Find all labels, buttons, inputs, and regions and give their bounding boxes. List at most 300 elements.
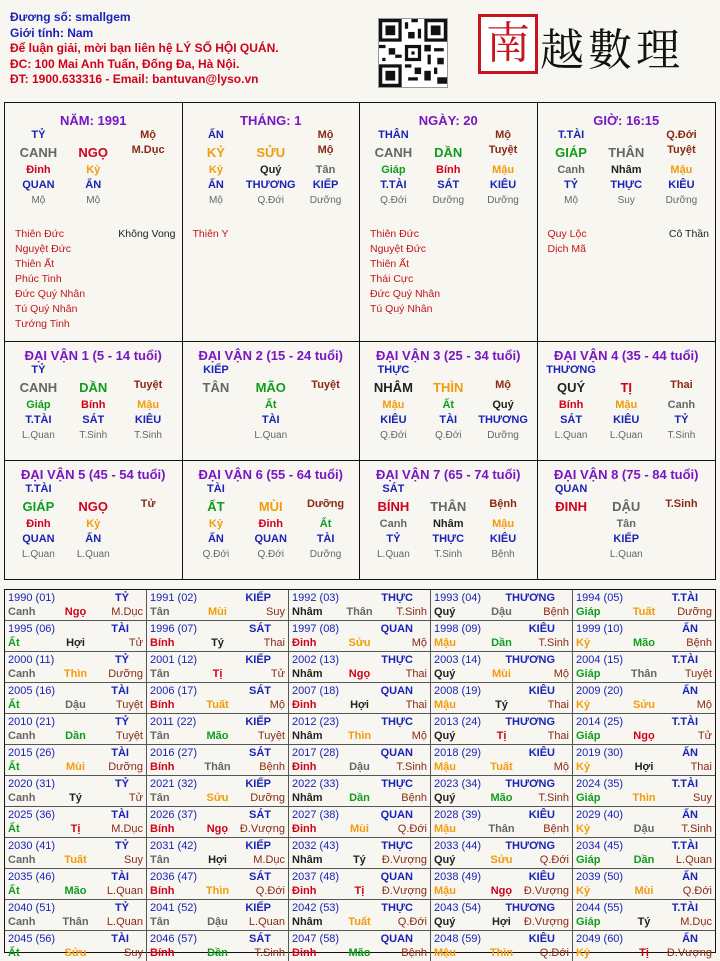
year-chi: Tý	[211, 637, 224, 649]
year-stage: Mộ	[553, 668, 569, 680]
year-cell-top	[576, 746, 712, 760]
year-cell	[431, 900, 573, 931]
year-chi: Thìn	[63, 668, 88, 680]
year-can: Bính	[150, 699, 175, 711]
year-label: 2019 (30)	[576, 747, 624, 759]
year-label: 2022 (33)	[292, 778, 340, 790]
dai-van-chi: THÂN	[430, 499, 467, 514]
year-stage: Q.Đới	[397, 916, 427, 928]
dai-van-hidden-row	[366, 398, 531, 413]
year-label: 2042 (53)	[292, 902, 340, 914]
year-cell	[5, 838, 147, 869]
year-cell-top	[8, 932, 143, 946]
pillar-god-row-cell	[243, 128, 298, 143]
dai-van-hidden-row	[11, 398, 176, 413]
year-cell	[573, 838, 715, 869]
dai-van-hidden-row-cell: Nhâm	[432, 518, 464, 530]
header-info	[10, 10, 350, 88]
year-can: Ất	[8, 885, 20, 897]
dai-van-god: TÀI	[207, 483, 225, 495]
dai-van-hidden-god-row-cell: QUAN	[254, 533, 287, 545]
year-cell-top	[434, 715, 569, 729]
year-cell	[147, 590, 289, 621]
dai-van-hidden-god-row	[544, 413, 710, 428]
dai-van-hidden-god-row-cell: TÀI	[316, 533, 335, 545]
pillar-0	[5, 103, 183, 341]
pillar-stage-row-cell: Dưỡng	[432, 195, 465, 206]
dai-van-hidden-god-row-cell	[298, 413, 353, 428]
year-cell-bottom	[576, 698, 712, 712]
pillar-hidden-god-row-cell: THỰC	[610, 179, 643, 191]
year-cell	[289, 807, 431, 838]
year-cell-top	[292, 901, 427, 915]
star-item: Quy Lộc	[547, 228, 587, 240]
year-can: Giáp	[576, 792, 601, 804]
pillar-hidden-god-row-cell	[121, 178, 176, 193]
year-god: KIẾP	[245, 592, 271, 604]
year-chi: Hợi	[350, 699, 369, 711]
pillar-main-cell: CANH	[19, 145, 58, 160]
year-stage: Thai	[405, 668, 427, 680]
dai-van-stage-row-cell: Q.Đới	[202, 549, 230, 560]
dai-van-hidden-god-row-cell: THỰC	[432, 533, 465, 545]
dai-van-stage-row-cell: L.Quan	[22, 549, 55, 560]
year-chi: Tuất	[348, 916, 371, 928]
year-label: 2043 (54)	[434, 902, 482, 914]
year-can: Giáp	[576, 668, 601, 680]
dai-van-hidden-god-row	[189, 413, 354, 428]
dai-van-5	[5, 461, 183, 579]
dai-van-god: QUAN	[554, 483, 588, 495]
dai-van-hidden-god-row-cell: TỶ	[674, 414, 689, 426]
year-can: Quý	[434, 606, 456, 618]
year-cell	[573, 900, 715, 931]
year-god: KIÊU	[528, 747, 555, 759]
year-can: Tân	[150, 916, 170, 928]
year-stage: Bệnh	[401, 947, 427, 959]
year-stage: Thai	[547, 699, 569, 711]
dai-van-hidden-row-cell: Bính	[558, 399, 584, 411]
year-chi: Dần	[633, 854, 655, 866]
empty-cell	[298, 363, 353, 378]
stars-list-a	[370, 227, 440, 317]
year-chi: Dậu	[207, 916, 228, 928]
year-cell	[431, 745, 573, 776]
year-label: 2023 (34)	[434, 778, 482, 790]
year-cell-top	[576, 622, 712, 636]
pillar-stage-row	[544, 193, 710, 208]
dai-van-hidden-row-cell: Mậu	[492, 518, 515, 530]
year-cell-bottom	[150, 729, 285, 743]
year-label: 1995 (06)	[8, 623, 56, 635]
dai-van-god-row	[11, 363, 176, 378]
dai-van-stage-row-cell: L.Quan	[76, 549, 110, 560]
year-label: 2029 (40)	[576, 809, 624, 821]
year-stage: L.Quan	[106, 916, 143, 928]
year-can: Ất	[8, 637, 20, 649]
year-cell-top	[8, 746, 143, 760]
dai-van-hidden-god-row	[544, 532, 710, 547]
year-stage: Dưỡng	[677, 606, 712, 618]
dai-van-stage-row	[11, 428, 176, 443]
dai-van-stage-row-cell	[654, 547, 709, 562]
dai-van-can: GIÁP	[22, 499, 55, 514]
empty-cell	[121, 482, 176, 497]
year-chi: Dậu	[349, 761, 370, 773]
year-can: Quý	[434, 668, 456, 680]
gender-value: Nam	[67, 25, 94, 40]
empty-cell	[599, 482, 654, 497]
year-cell	[573, 745, 715, 776]
dai-van-hidden-row-cell: Ất	[319, 518, 332, 530]
year-can: Canh	[8, 854, 36, 866]
dai-van-hidden-row-cell: Mậu	[382, 399, 405, 411]
year-god: T.TÀI	[671, 902, 698, 914]
dai-van-god: THỰC	[377, 364, 410, 376]
year-cell-bottom	[576, 822, 712, 836]
year-god: THỰC	[381, 654, 413, 666]
year-cell	[289, 776, 431, 807]
year-cell-bottom	[434, 636, 569, 650]
year-chi: Ngọ	[206, 823, 229, 835]
year-stage: Suy	[124, 854, 143, 866]
dai-van-row-2	[4, 461, 716, 580]
year-cell-top	[434, 777, 569, 791]
dai-van-hidden-row-cell: Đinh	[26, 518, 51, 530]
year-can: Quý	[434, 792, 456, 804]
year-stage: L.Quan	[248, 916, 285, 928]
pillar-hidden-god-row-cell: THƯƠNG	[245, 179, 296, 191]
year-cell-top	[434, 870, 569, 884]
year-can: Bính	[150, 761, 175, 773]
year-can: Bính	[150, 947, 175, 959]
year-chi: Dần	[65, 730, 86, 742]
pillar-hidden-row-cell: Đinh	[26, 164, 51, 176]
year-stage: Tuyệt	[115, 699, 143, 711]
star-item: Thiên Y	[192, 228, 229, 240]
year-god: TỶ	[114, 902, 129, 914]
pillar-main-cell: THÂN	[608, 145, 645, 160]
year-cell-bottom	[434, 729, 569, 743]
dai-van-hidden-god-row-cell: T.TÀI	[25, 414, 52, 426]
year-cell	[147, 931, 289, 961]
year-god: THƯƠNG	[505, 716, 555, 728]
phone-email-line: ĐT: 1900.633316 - Email: bantuvan@lyso.vn	[10, 72, 259, 86]
year-chi: Tuất	[206, 699, 229, 711]
dai-van-hidden-god-row-cell: QUAN	[22, 533, 55, 545]
dai-van-hidden-row-cell: Mậu	[615, 399, 638, 411]
year-can: Ất	[8, 761, 20, 773]
dai-van-stage-row-cell: T.Sinh	[134, 430, 162, 441]
year-can: Mậu	[434, 823, 456, 835]
year-can: Quý	[434, 916, 456, 928]
year-cell-bottom	[8, 605, 143, 619]
year-can: Tân	[150, 792, 170, 804]
pillar-stage-row	[11, 193, 176, 208]
dai-van-can: ĐINH	[555, 499, 587, 514]
address-line: ĐC: 100 Mai Anh Tuấn, Đống Đa, Hà Nội.	[10, 56, 240, 71]
dai-van-hidden-god-row-cell: ẤN	[207, 533, 224, 545]
year-label: 2013 (24)	[434, 716, 482, 728]
dai-van-hidden-god-row-cell	[544, 532, 599, 547]
year-god: THỰC	[381, 592, 413, 604]
year-stage: Tuyệt	[257, 730, 285, 742]
dai-van-can: BÍNH	[377, 499, 410, 514]
year-label: 2020 (31)	[8, 778, 56, 790]
pillar-hidden-row-cell: Kỷ	[86, 164, 101, 176]
dai-van-stage: T.Sinh	[665, 498, 698, 510]
pillar-main-cell: Tuyệt	[667, 144, 696, 156]
owner-value: smallgem	[75, 10, 131, 24]
year-chi: Sửu	[490, 854, 513, 866]
year-label: 1993 (04)	[434, 592, 482, 604]
year-stage: Bệnh	[686, 637, 712, 649]
pillar-hidden-row-cell: Giáp	[381, 164, 406, 176]
year-god: KIÊU	[528, 871, 555, 883]
year-cell	[5, 745, 147, 776]
pillar-stage-row-cell: Mộ	[31, 195, 46, 206]
year-cell	[573, 931, 715, 961]
dai-van-stage-row-cell: L.Quan	[254, 430, 288, 441]
year-label: 2014 (25)	[576, 716, 624, 728]
year-can: Canh	[8, 730, 36, 742]
pillar-hidden-row-cell: Bính	[436, 164, 461, 176]
pillar-stage-row-cell: Suy	[617, 195, 635, 206]
dai-van-hidden-row-cell: Ất	[264, 399, 277, 411]
dai-van-hidden-row-cell	[121, 517, 176, 532]
pillar-stage-row-cell: Q.Đới	[380, 195, 407, 206]
year-can: Đinh	[292, 823, 317, 835]
year-stage: Thai	[690, 761, 712, 773]
year-cell	[147, 745, 289, 776]
dai-van-hidden-row-cell: Quý	[492, 399, 514, 411]
stars-list-b	[118, 227, 175, 332]
dai-van-hidden-row-cell: Canh	[667, 399, 696, 411]
year-chi: Tý	[637, 916, 651, 928]
year-cell-bottom	[150, 884, 285, 898]
year-stage: Suy	[693, 792, 712, 804]
year-cell	[573, 807, 715, 838]
dai-van-stage-row	[366, 428, 531, 443]
dai-van-hidden-god-row	[189, 532, 354, 547]
pillar-main-cell: CANH	[374, 145, 413, 160]
pillar-main-cell: Tuyệt	[488, 144, 518, 156]
year-can: Giáp	[576, 854, 601, 866]
year-god: THƯƠNG	[505, 840, 555, 852]
dai-van-hidden-row	[11, 517, 176, 532]
year-cell	[289, 900, 431, 931]
year-cell-bottom	[292, 636, 427, 650]
year-label: 2035 (46)	[8, 871, 56, 883]
dai-van-stage-row-cell	[189, 428, 244, 443]
year-cell-bottom	[150, 667, 285, 681]
year-cell	[431, 590, 573, 621]
year-label: 2032 (43)	[292, 840, 340, 852]
year-can: Kỷ	[576, 823, 591, 835]
year-chi: Dậu	[633, 823, 655, 835]
dai-van-main-row	[544, 497, 710, 517]
year-can: Kỷ	[576, 699, 591, 711]
year-cell-bottom	[576, 729, 712, 743]
pillar-stage-row-cell: Q.Đới	[257, 195, 285, 206]
year-cell-top	[8, 591, 143, 605]
pillar-stage-row-cell: Dưỡng	[309, 195, 342, 206]
year-stage: Q.Đới	[397, 823, 427, 835]
year-label: 1992 (03)	[292, 592, 340, 604]
dai-van-hidden-row-cell	[189, 398, 244, 413]
year-cell-top	[434, 901, 569, 915]
pillar-main-row	[189, 143, 354, 163]
year-stage: Đ.Vượng	[523, 916, 569, 928]
year-cell-bottom	[292, 698, 427, 712]
year-can: Giáp	[576, 606, 601, 618]
star-item: Nguyệt Đức	[15, 243, 72, 255]
dai-van-god-row	[544, 363, 710, 378]
year-cell-bottom	[576, 853, 712, 867]
year-stage: T.Sinh	[396, 606, 427, 618]
dai-van-god-row	[366, 482, 531, 497]
pillar-hidden-god-row-cell: ẤN	[85, 179, 102, 191]
year-chi: Ngọ	[633, 730, 655, 742]
year-label: 2045 (56)	[8, 933, 56, 945]
star-item: Đức Quý Nhân	[15, 288, 86, 300]
year-cell-top	[150, 684, 285, 698]
year-cell	[5, 652, 147, 683]
year-cell-top	[150, 808, 285, 822]
star-item: Thiên Ất	[15, 258, 55, 270]
year-label: 2040 (51)	[8, 902, 56, 914]
dai-van-god-row	[366, 363, 531, 378]
year-cell-bottom	[292, 884, 427, 898]
stars-list-a	[193, 227, 229, 242]
dai-van-chi: MÃO	[255, 380, 286, 395]
year-label: 2004 (15)	[576, 654, 624, 666]
year-chi: Mùi	[492, 668, 511, 680]
dai-van-main-row	[189, 378, 354, 398]
year-cell-top	[292, 715, 427, 729]
year-chi: Mão	[632, 637, 655, 649]
year-can: Kỷ	[576, 761, 591, 773]
year-god: KIÊU	[528, 809, 555, 821]
year-cell-top	[8, 870, 143, 884]
pillar-god-row	[189, 128, 354, 143]
year-cell-top	[576, 901, 712, 915]
year-god: ẤN	[682, 871, 698, 883]
pillar-god-row-cell: THÂN	[378, 129, 409, 141]
dai-van-stage-row	[189, 428, 354, 443]
year-label: 2026 (37)	[150, 809, 198, 821]
year-god: TỶ	[114, 716, 129, 728]
year-chi: Sửu	[64, 947, 87, 959]
pillar-god-row-cell: Mộ	[317, 129, 334, 141]
year-cell-bottom	[292, 760, 427, 774]
year-cell-top	[292, 777, 427, 791]
year-cell	[5, 590, 147, 621]
dai-van-god: SÁT	[382, 483, 405, 495]
dai-van-title: ĐẠI VẬN 2 (15 - 24 tuổi)	[198, 348, 343, 363]
dai-van-hidden-god-row-cell: KIÊU	[380, 414, 407, 426]
year-cell-top	[8, 653, 143, 667]
dai-van-stage-row-cell	[121, 547, 176, 562]
dai-van-stage-row	[544, 428, 710, 443]
pillar-hidden-god-row-cell: T.TÀI	[380, 179, 407, 191]
pillar-hidden-god-row	[189, 178, 354, 193]
pillar-hidden-row	[366, 163, 531, 178]
year-can: Bính	[150, 637, 175, 649]
dai-van-chi: THÌN	[433, 380, 464, 395]
year-cell-bottom	[292, 729, 427, 743]
pillar-god-row-cell	[66, 128, 121, 143]
dai-van-can: ẤT	[207, 499, 225, 514]
pillar-main-row	[11, 143, 176, 163]
year-cell	[147, 869, 289, 900]
pillar-hidden-god-row-cell: KIẾP	[312, 179, 339, 191]
year-cell	[431, 931, 573, 961]
year-stage: Đ.Vượng	[523, 885, 569, 897]
year-stage: Đ.Vượng	[381, 854, 427, 866]
year-cell-bottom	[434, 698, 569, 712]
year-cell-top	[292, 746, 427, 760]
pillar-hidden-row-cell: Mậu	[670, 164, 693, 176]
year-god: SÁT	[249, 871, 271, 883]
pillar-god-row	[544, 128, 710, 143]
dai-van-can: TÂN	[202, 380, 230, 395]
dai-van-hidden-god-row-cell: TÀI	[261, 414, 280, 426]
year-chi: Tị	[70, 823, 81, 835]
year-label: 2009 (20)	[576, 685, 624, 697]
dai-van-stage: Thai	[670, 379, 693, 391]
dai-van-hidden-row-cell	[544, 517, 599, 532]
dai-van-stage-row-cell: Q.Đới	[257, 549, 285, 560]
pillar-hidden-god-row-cell: KIÊU	[668, 179, 695, 191]
year-chi: Mùi	[634, 885, 654, 897]
pillar-hidden-row-cell: Canh	[557, 164, 585, 176]
year-chi: Thân	[630, 668, 658, 680]
dai-van-stage-row-cell: T.Sinh	[434, 549, 463, 560]
dai-van-hidden-god-row-cell: KIẾP	[613, 533, 640, 545]
year-cell-bottom	[576, 791, 712, 805]
year-god: SÁT	[249, 685, 271, 697]
year-chi: Tuất	[632, 606, 656, 618]
four-pillars-panel	[4, 102, 716, 342]
star-item: Nguyệt Đức	[370, 243, 427, 255]
year-can: Tân	[150, 730, 170, 742]
year-stage: Mộ	[553, 761, 569, 773]
year-god: T.TÀI	[671, 840, 698, 852]
year-stage: Dưỡng	[250, 792, 285, 804]
dai-van-hidden-row-cell	[654, 517, 709, 532]
pillar-hidden-row	[544, 163, 710, 178]
year-can: Tân	[150, 854, 170, 866]
year-label: 2025 (36)	[8, 809, 56, 821]
year-cell	[147, 683, 289, 714]
empty-cell	[66, 363, 121, 378]
year-chi: Hợi	[66, 637, 85, 649]
year-god: THỰC	[381, 716, 413, 728]
year-chi: Thìn	[489, 947, 514, 959]
empty-cell	[421, 363, 476, 378]
star-item: Thiên Đức	[15, 228, 65, 240]
dai-van-stage-row-cell: Q.Đới	[434, 430, 462, 441]
year-can: Tân	[150, 668, 170, 680]
dai-van-row-1	[4, 342, 716, 461]
year-cell-bottom	[576, 636, 712, 650]
pillar-title: NGÀY: 20	[418, 113, 478, 128]
year-cell-top	[8, 839, 143, 853]
dai-van-hidden-god-row-cell: TỶ	[386, 533, 401, 545]
dai-van-chi: DẦN	[79, 380, 108, 395]
year-stage: Mộ	[269, 699, 285, 711]
